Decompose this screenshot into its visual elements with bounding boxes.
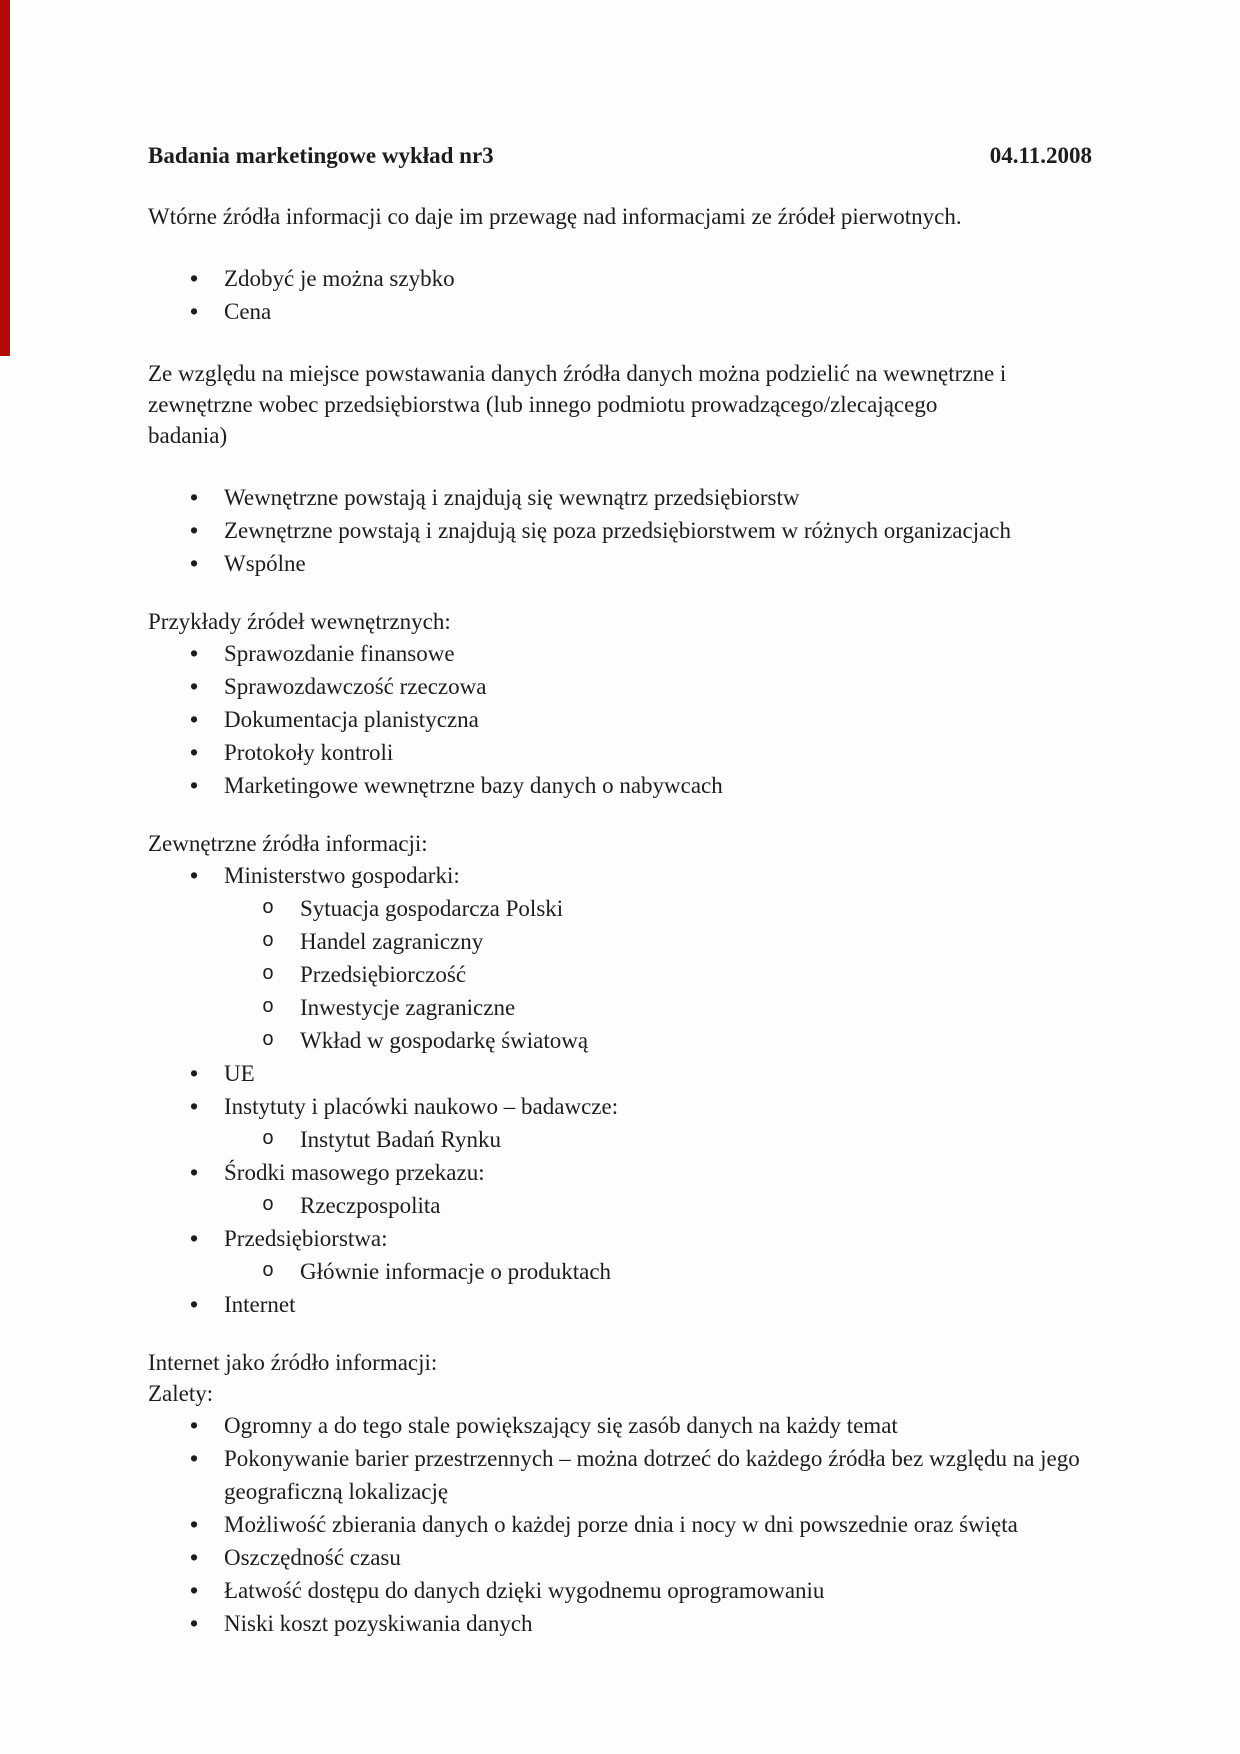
list-item-text: Wspólne xyxy=(224,551,306,576)
list-item-text: Cena xyxy=(224,299,272,324)
list-item xyxy=(148,262,1092,295)
list-item xyxy=(148,295,1092,328)
paragraph-line: badania) xyxy=(148,423,228,448)
list-item-text: Zewnętrzne powstają i znajdują się poza przedsiębiorstwem w różnych organizacjach xyxy=(224,518,1011,543)
scan-artifact-stripe xyxy=(0,0,10,356)
list-item xyxy=(148,1442,1092,1508)
internal-sources-heading xyxy=(148,606,1092,637)
list-item xyxy=(148,1541,1092,1574)
intro-paragraph xyxy=(148,201,1092,232)
list-item xyxy=(148,859,1092,1057)
sub-list-item xyxy=(224,1255,1092,1288)
list-item-text: UE xyxy=(224,1061,255,1086)
sub-list-item-text: Głównie informacje o produktach xyxy=(300,1259,612,1284)
sub-list-item-text: Rzeczpospolita xyxy=(300,1193,441,1218)
origin-bullets-list xyxy=(148,481,1092,580)
external-sources-list xyxy=(148,859,1092,1321)
sub-list xyxy=(224,1189,1092,1222)
list-item-text: Pokonywanie barier przestrzennych – można dotrzeć do każdego źródła bez względu na jego geograficzną lokalizację xyxy=(224,1446,1080,1504)
list-item-text: Marketingowe wewnętrzne bazy danych o nabywcach xyxy=(224,773,723,798)
list-item-text: Instytuty i placówki naukowo – badawcze: xyxy=(224,1094,619,1119)
list-item-text: Niski koszt pozyskiwania danych xyxy=(224,1611,533,1636)
list-item-text: Ministerstwo gospodarki: xyxy=(224,863,460,888)
internet-advantages-list xyxy=(148,1409,1092,1640)
sub-list xyxy=(224,1255,1092,1288)
list-item-text: Internet xyxy=(224,1292,296,1317)
sub-list-item-text: Przedsiębiorczość xyxy=(300,962,467,987)
list-item-text: Możliwość zbierania danych o każdej porze dnia i nocy w dni powszednie oraz święta xyxy=(224,1512,1018,1537)
list-item-text: Zdobyć je można szybko xyxy=(224,266,455,291)
advantages-list xyxy=(148,262,1092,328)
heading-text: Zalety: xyxy=(148,1381,214,1406)
paragraph-line: zewnętrzne wobec przedsiębiorstwa (lub innego podmiotu prowadzącego/zlecającego xyxy=(148,392,938,417)
list-item xyxy=(148,1057,1092,1090)
list-item xyxy=(148,637,1092,670)
sub-list-item xyxy=(224,1123,1092,1156)
list-item-text: Dokumentacja planistyczna xyxy=(224,707,479,732)
list-item-text: Środki masowego przekazu: xyxy=(224,1160,485,1185)
sub-list-item xyxy=(224,991,1092,1024)
intro-text: Wtórne źródła informacji co daje im przewagę nad informacjami ze źródeł pierwotnych. xyxy=(148,204,962,229)
sub-list xyxy=(224,892,1092,1057)
internet-section-subheading xyxy=(148,1378,1092,1409)
list-item xyxy=(148,1508,1092,1541)
sub-list-item xyxy=(224,1189,1092,1222)
list-item xyxy=(148,736,1092,769)
heading-text: Internet jako źródło informacji: xyxy=(148,1350,438,1375)
list-item-text: Ogromny a do tego stale powiększający się zasób danych na każdy temat xyxy=(224,1413,898,1438)
page-title: Badania marketingowe wykład nr3 xyxy=(148,143,494,168)
list-item xyxy=(148,547,1092,580)
internet-section-heading xyxy=(148,1347,1092,1378)
heading-text: Zewnętrzne źródła informacji: xyxy=(148,831,428,856)
list-item-text: Wewnętrzne powstają i znajdują się wewnątrz przedsiębiorstw xyxy=(224,485,800,510)
sub-list-item-text: Instytut Badań Rynku xyxy=(300,1127,501,1152)
list-item-text: Sprawozdawczość rzeczowa xyxy=(224,674,487,699)
sub-list-item xyxy=(224,958,1092,991)
list-item xyxy=(148,1222,1092,1288)
list-item-text: Łatwość dostępu do danych dzięki wygodnemu oprogramowaniu xyxy=(224,1578,825,1603)
list-item-text: Oszczędność czasu xyxy=(224,1545,401,1570)
list-item xyxy=(148,1607,1092,1640)
list-item xyxy=(148,1574,1092,1607)
internal-sources-list xyxy=(148,637,1092,802)
sub-list-item xyxy=(224,925,1092,958)
list-item xyxy=(148,1156,1092,1222)
list-item xyxy=(148,1288,1092,1321)
sub-list xyxy=(224,1123,1092,1156)
document-date: 04.11.2008 xyxy=(989,143,1092,168)
origin-paragraph xyxy=(148,358,1092,451)
sub-list-item xyxy=(224,892,1092,925)
document-content xyxy=(148,140,1092,1640)
list-item xyxy=(148,703,1092,736)
sub-list-item-text: Sytuacja gospodarcza Polski xyxy=(300,896,564,921)
list-item xyxy=(148,1090,1092,1156)
sub-list-item xyxy=(224,1024,1092,1057)
external-sources-heading xyxy=(148,828,1092,859)
list-item-text: Sprawozdanie finansowe xyxy=(224,641,455,666)
list-item xyxy=(148,670,1092,703)
list-item xyxy=(148,1409,1092,1442)
list-item xyxy=(148,769,1092,802)
list-item-text: Przedsiębiorstwa: xyxy=(224,1226,388,1251)
heading-text: Przykłady źródeł wewnętrznych: xyxy=(148,609,451,634)
sub-list-item-text: Inwestycje zagraniczne xyxy=(300,995,516,1020)
sub-list-item-text: Handel zagraniczny xyxy=(300,929,484,954)
paragraph-line: Ze względu na miejsce powstawania danych źródła danych można podzielić na wewnętrzne i xyxy=(148,361,1007,386)
list-item xyxy=(148,514,1092,547)
sub-list-item-text: Wkład w gospodarkę światową xyxy=(300,1028,589,1053)
document-header xyxy=(148,140,1092,171)
list-item-text: Protokoły kontroli xyxy=(224,740,394,765)
list-item xyxy=(148,481,1092,514)
